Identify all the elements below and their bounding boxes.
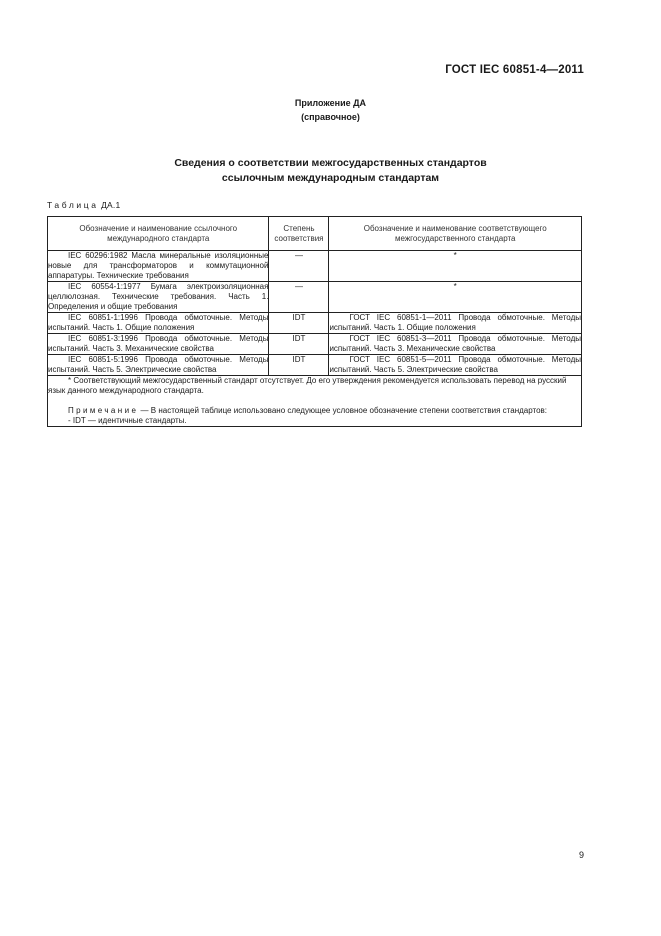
correspondence-table xyxy=(47,216,582,427)
header-international-standard: Обозначение и наименование ссылочного международного стандарта xyxy=(48,217,269,251)
cell-interstate: ГОСТ IEC 60851-1—2011 Провода обмоточные. Методы испытаний. Часть 1. Общие положения xyxy=(329,313,581,332)
table-footer-row xyxy=(48,376,582,427)
cell-degree: — xyxy=(269,282,329,313)
footnote-text: * Соответствующий межгосударственный стандарт отсутствует. До его утверждения рекомендуется использовать перевод на русский язык данного международного стандарта. xyxy=(48,376,567,395)
cell-international: IEC 60296:1982 Масла минеральные изоляционные новые для трансформаторов и коммутационной аппаратуры. Технические требования xyxy=(48,251,269,280)
cell-international: IEC 60851-5:1996 Провода обмоточные. Методы испытаний. Часть 5. Электрические свойства xyxy=(48,355,269,374)
cell-degree: — xyxy=(269,251,329,282)
table-row xyxy=(48,334,582,355)
cell-degree: IDT xyxy=(269,355,329,376)
cell-interstate: ГОСТ IEC 60851-5—2011 Провода обмоточные. Методы испытаний. Часть 5. Электрические свойства xyxy=(329,355,581,374)
document-code: ГОСТ IEC 60851-4—2011 xyxy=(445,64,584,76)
section-title-line-2: ссылочным международным стандартам xyxy=(221,172,440,184)
cell-interstate: * xyxy=(329,251,582,282)
page-number: 9 xyxy=(578,850,584,860)
table-caption-label: Таблица xyxy=(47,200,99,210)
cell-international: IEC 60554-1:1977 Бумага электроизоляционная целлюлозная. Технические требования. Часть 1. Определения и общие требования xyxy=(48,282,269,311)
cell-degree: IDT xyxy=(269,313,329,334)
table-footer xyxy=(48,376,582,427)
note-item: - IDT — идентичные стандарты. xyxy=(68,416,187,425)
table-caption xyxy=(47,200,120,210)
cell-interstate: * xyxy=(329,282,582,313)
annex-heading xyxy=(0,96,661,124)
header-interstate-standard: Обозначение и наименование соответствующего межгосударственного стандарта xyxy=(329,217,582,251)
cell-international: IEC 60851-3:1996 Провода обмоточные. Методы испытаний. Часть 3. Механические свойства xyxy=(48,334,269,353)
note-text: — В настоящей таблице использовано следующее условное обозначение степени соответствия стандартов: xyxy=(140,406,547,415)
table-header-row xyxy=(48,217,582,251)
cell-interstate: ГОСТ IEC 60851-3—2011 Провода обмоточные. Методы испытаний. Часть 3. Механические свойства xyxy=(329,334,581,353)
table-row xyxy=(48,282,582,313)
annex-title: Приложение ДА xyxy=(294,98,367,108)
annex-subtitle: (справочное) xyxy=(301,112,360,122)
cell-degree: IDT xyxy=(269,334,329,355)
section-title xyxy=(0,156,661,186)
table-row xyxy=(48,313,582,334)
table-row xyxy=(48,355,582,376)
note-label: Примечание xyxy=(68,406,139,415)
table-note xyxy=(48,406,581,416)
cell-international: IEC 60851-1:1996 Провода обмоточные. Методы испытаний. Часть 1. Общие положения xyxy=(48,313,269,332)
header-degree: Степень соответствия xyxy=(269,217,329,251)
section-title-line-1: Сведения о соответствии межгосударственных стандартов xyxy=(174,157,487,169)
table-row xyxy=(48,251,582,282)
table-caption-number: ДА.1 xyxy=(101,200,121,210)
